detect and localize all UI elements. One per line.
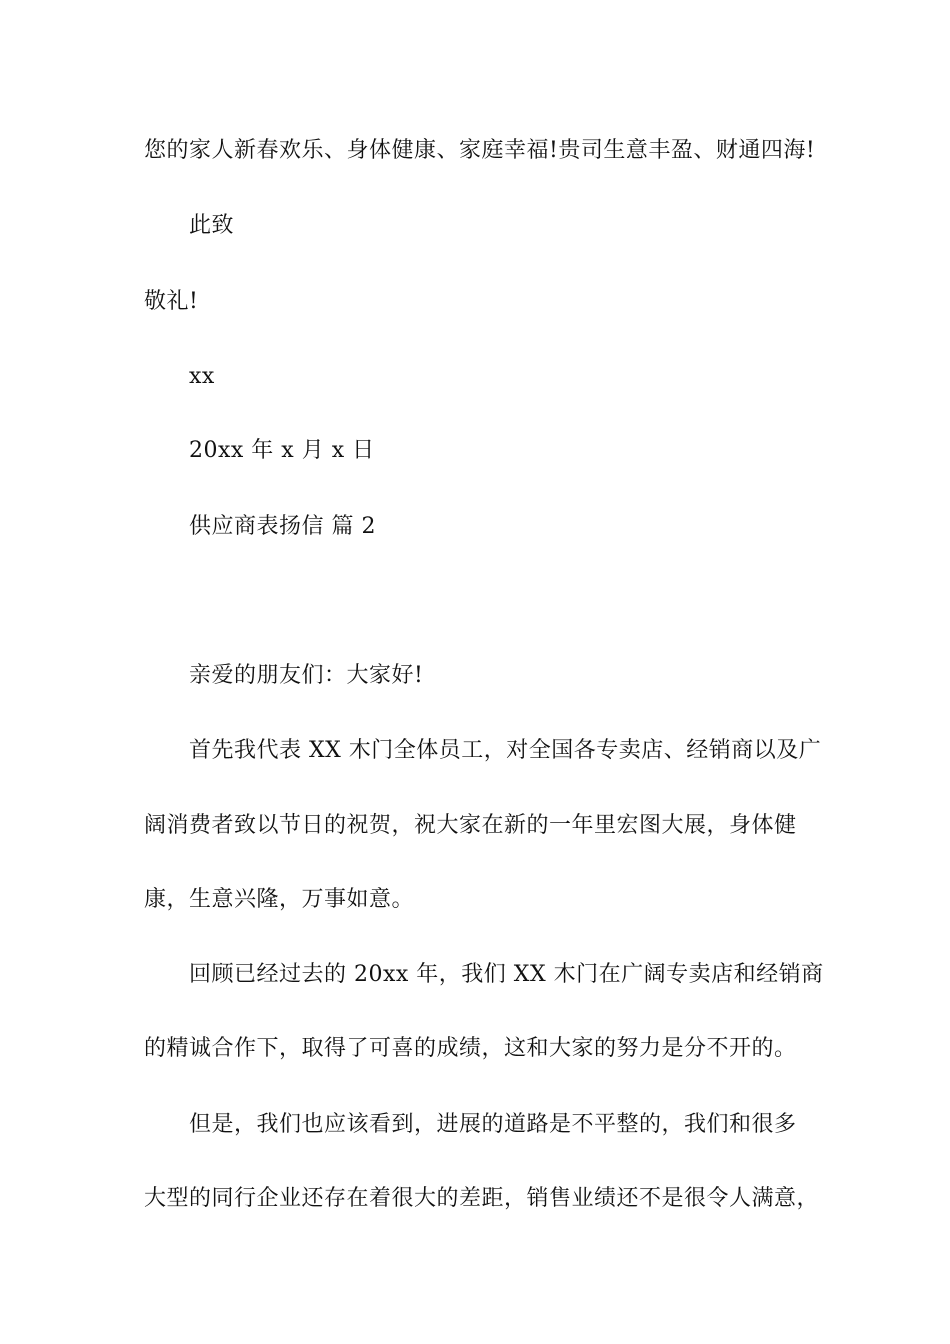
paragraph-line: 大型的同行企业还存在着很大的差距，销售业绩还不是很令人满意，: [144, 1186, 820, 1211]
paragraph-line: 的精诚合作下，取得了可喜的成绩，这和大家的努力是分不开的。: [144, 1036, 797, 1061]
paragraph-line: 回顾已经过去的 20xx 年，我们 XX 木门在广阔专卖店和经销商: [189, 962, 824, 987]
paragraph-line: 首先我代表 XX 木门全体员工，对全国各专卖店、经销商以及广: [189, 738, 822, 763]
section-heading: 供应商表扬信 篇 2: [189, 514, 376, 539]
paragraph-line: 但是，我们也应该看到，进展的道路是不平整的，我们和很多: [189, 1112, 797, 1137]
signature-date: 20xx 年 x 月 x 日: [189, 438, 375, 463]
paragraph-line: 康，生意兴隆，万事如意。: [144, 887, 415, 912]
text-line: 您的家人新春欢乐、身体健康、家庭幸福!贵司生意丰盈、财通四海!: [144, 138, 816, 163]
greeting-line: 亲爱的朋友们：大家好!: [189, 663, 424, 688]
salutation-closing: 敬礼!: [144, 289, 199, 314]
salutation-line: 此致: [189, 213, 235, 238]
paragraph-line: 阔消费者致以节日的祝贺，祝大家在新的一年里宏图大展，身体健: [144, 813, 797, 838]
signature-name: xx: [189, 364, 215, 389]
